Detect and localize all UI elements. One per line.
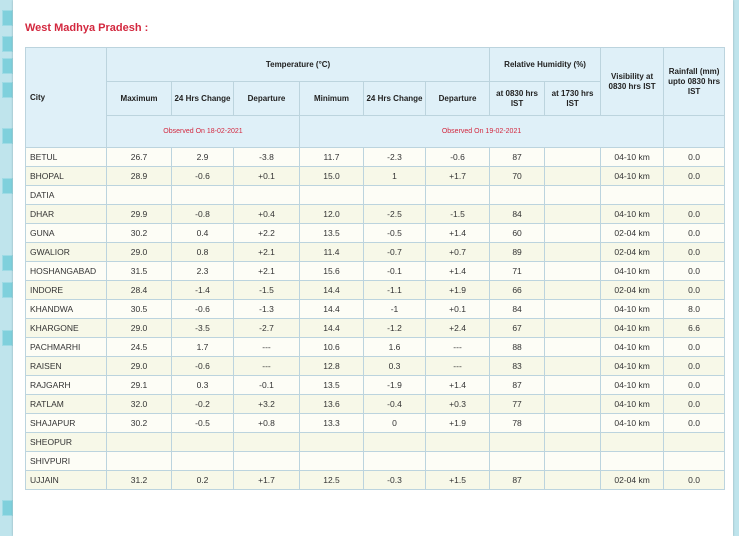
min-departure-cell: +0.1	[426, 300, 490, 319]
city-cell: DATIA	[26, 186, 107, 205]
min-departure-header: Departure	[426, 82, 490, 116]
max-temp-cell: 31.5	[107, 262, 172, 281]
max-departure-header: Departure	[234, 82, 300, 116]
max-temp-cell: 30.5	[107, 300, 172, 319]
max-change-cell: -0.5	[172, 414, 234, 433]
table-row	[26, 300, 725, 319]
min-departure-cell: ---	[426, 338, 490, 357]
max-temp-cell: 28.4	[107, 281, 172, 300]
min-temp-cell: 11.4	[300, 243, 364, 262]
empty-header-cell	[664, 116, 725, 148]
visibility-cell: 04-10 km	[601, 414, 664, 433]
max-temp-cell: 29.1	[107, 376, 172, 395]
rh-1730-cell	[545, 167, 601, 186]
rh-1730-cell	[545, 433, 601, 452]
table-row	[26, 338, 725, 357]
rh-0830-cell	[490, 452, 545, 471]
max-temp-cell: 29.0	[107, 319, 172, 338]
weather-table	[25, 47, 725, 490]
max-departure-cell	[234, 433, 300, 452]
min-change-cell: -1	[364, 300, 426, 319]
rainfall-cell: 0.0	[664, 338, 725, 357]
min-departure-cell: +1.5	[426, 471, 490, 490]
rh-0830-header: at 0830 hrs IST	[490, 82, 545, 116]
visibility-cell: 04-10 km	[601, 148, 664, 167]
min-change-cell: 0.3	[364, 357, 426, 376]
rainfall-cell	[664, 433, 725, 452]
max-departure-cell: +3.2	[234, 395, 300, 414]
min-temp-cell	[300, 433, 364, 452]
visibility-cell: 04-10 km	[601, 262, 664, 281]
table-row	[26, 452, 725, 471]
max-temp-cell: 32.0	[107, 395, 172, 414]
max-temp-cell: 24.5	[107, 338, 172, 357]
min-change-cell: -0.3	[364, 471, 426, 490]
min-change-cell: -0.5	[364, 224, 426, 243]
right-window-strip	[733, 0, 739, 536]
rh-0830-cell: 84	[490, 205, 545, 224]
rainfall-cell: 0.0	[664, 395, 725, 414]
min-temp-cell: 14.4	[300, 281, 364, 300]
max-change-cell: 1.7	[172, 338, 234, 357]
min-change-header: 24 Hrs Change	[364, 82, 426, 116]
rh-1730-header: at 1730 hrs IST	[545, 82, 601, 116]
max-temp-cell: 30.2	[107, 414, 172, 433]
city-cell: RAISEN	[26, 357, 107, 376]
min-temp-cell: 15.0	[300, 167, 364, 186]
visibility-cell	[601, 186, 664, 205]
max-change-cell: -0.6	[172, 357, 234, 376]
city-cell: SHIVPURI	[26, 452, 107, 471]
rh-0830-cell	[490, 433, 545, 452]
rainfall-cell: 0.0	[664, 262, 725, 281]
visibility-header: Visibility at 0830 hrs IST	[601, 48, 664, 116]
min-temp-cell: 13.5	[300, 376, 364, 395]
min-departure-cell: +1.4	[426, 224, 490, 243]
visibility-cell: 04-10 km	[601, 319, 664, 338]
table-row	[26, 414, 725, 433]
city-cell: SHEOPUR	[26, 433, 107, 452]
rh-1730-cell	[545, 281, 601, 300]
max-departure-cell	[234, 452, 300, 471]
max-temp-cell: 29.0	[107, 357, 172, 376]
visibility-cell: 04-10 km	[601, 338, 664, 357]
temperature-header: Temperature (°C)	[107, 48, 490, 82]
max-change-cell: 0.8	[172, 243, 234, 262]
min-departure-cell: +1.9	[426, 414, 490, 433]
min-departure-cell: +2.4	[426, 319, 490, 338]
city-cell: RAJGARH	[26, 376, 107, 395]
rainfall-cell	[664, 186, 725, 205]
city-cell: HOSHANGABAD	[26, 262, 107, 281]
max-departure-cell: ---	[234, 338, 300, 357]
table-row	[26, 395, 725, 414]
city-cell: INDORE	[26, 281, 107, 300]
rainfall-cell: 0.0	[664, 357, 725, 376]
min-temp-cell: 13.6	[300, 395, 364, 414]
visibility-cell: 02-04 km	[601, 471, 664, 490]
table-row	[26, 357, 725, 376]
min-departure-cell: +0.7	[426, 243, 490, 262]
observed-min-date: Observed On 19-02-2021	[300, 116, 664, 148]
city-cell: BHOPAL	[26, 167, 107, 186]
min-temp-cell: 14.4	[300, 300, 364, 319]
city-cell: PACHMARHI	[26, 338, 107, 357]
min-departure-cell: -0.6	[426, 148, 490, 167]
min-departure-cell: +1.9	[426, 281, 490, 300]
table-row	[26, 281, 725, 300]
max-change-cell: -3.5	[172, 319, 234, 338]
max-change-cell: -1.4	[172, 281, 234, 300]
min-temp-cell: 15.6	[300, 262, 364, 281]
city-cell: BETUL	[26, 148, 107, 167]
rainfall-cell: 0.0	[664, 471, 725, 490]
rh-0830-cell: 84	[490, 300, 545, 319]
visibility-cell: 04-10 km	[601, 205, 664, 224]
min-temp-cell: 11.7	[300, 148, 364, 167]
table-row	[26, 167, 725, 186]
min-temp-cell: 12.0	[300, 205, 364, 224]
min-change-cell: 0	[364, 414, 426, 433]
max-change-cell: 0.3	[172, 376, 234, 395]
city-cell: UJJAIN	[26, 471, 107, 490]
max-departure-cell: +0.1	[234, 167, 300, 186]
max-departure-cell: -1.5	[234, 281, 300, 300]
weather-report-page	[13, 0, 733, 536]
rh-0830-cell: 87	[490, 148, 545, 167]
max-departure-cell: +2.1	[234, 243, 300, 262]
rh-1730-cell	[545, 357, 601, 376]
rh-1730-cell	[545, 300, 601, 319]
rainfall-cell: 8.0	[664, 300, 725, 319]
rh-1730-cell	[545, 319, 601, 338]
visibility-cell	[601, 433, 664, 452]
table-row	[26, 262, 725, 281]
humidity-header: Relative Humidity (%)	[490, 48, 601, 82]
table-row	[26, 376, 725, 395]
max-departure-cell: -1.3	[234, 300, 300, 319]
max-temp-cell	[107, 452, 172, 471]
min-change-cell: -0.4	[364, 395, 426, 414]
min-departure-cell: ---	[426, 357, 490, 376]
max-departure-cell: -0.1	[234, 376, 300, 395]
rainfall-cell: 0.0	[664, 148, 725, 167]
min-temp-cell: 13.5	[300, 224, 364, 243]
rh-1730-cell	[545, 148, 601, 167]
city-cell: KHARGONE	[26, 319, 107, 338]
min-temp-cell: 14.4	[300, 319, 364, 338]
max-temp-cell	[107, 433, 172, 452]
max-temp-cell: 30.2	[107, 224, 172, 243]
rainfall-header: Rainfall (mm) upto 0830 hrs IST	[664, 48, 725, 116]
maximum-header: Maximum	[107, 82, 172, 116]
rh-0830-cell: 78	[490, 414, 545, 433]
table-row	[26, 319, 725, 338]
min-change-cell: 1	[364, 167, 426, 186]
max-change-cell	[172, 186, 234, 205]
max-departure-cell: +0.8	[234, 414, 300, 433]
min-change-cell: -0.1	[364, 262, 426, 281]
visibility-cell: 04-10 km	[601, 376, 664, 395]
rh-1730-cell	[545, 471, 601, 490]
visibility-cell: 04-10 km	[601, 167, 664, 186]
rh-0830-cell: 71	[490, 262, 545, 281]
max-temp-cell: 31.2	[107, 471, 172, 490]
visibility-cell	[601, 452, 664, 471]
max-departure-cell: ---	[234, 357, 300, 376]
min-departure-cell	[426, 433, 490, 452]
rh-1730-cell	[545, 262, 601, 281]
rh-1730-cell	[545, 376, 601, 395]
visibility-cell: 04-10 km	[601, 357, 664, 376]
visibility-cell: 02-04 km	[601, 243, 664, 262]
table-row	[26, 471, 725, 490]
city-cell: DHAR	[26, 205, 107, 224]
rainfall-cell: 0.0	[664, 243, 725, 262]
section-title: West Madhya Pradesh :	[25, 22, 149, 34]
left-window-strip	[0, 0, 13, 536]
min-change-cell: -2.3	[364, 148, 426, 167]
rainfall-cell: 0.0	[664, 376, 725, 395]
min-change-cell: -1.9	[364, 376, 426, 395]
min-change-cell: -1.2	[364, 319, 426, 338]
rh-0830-cell: 67	[490, 319, 545, 338]
rainfall-cell: 0.0	[664, 224, 725, 243]
min-departure-cell: -1.5	[426, 205, 490, 224]
max-change-cell: 0.2	[172, 471, 234, 490]
rh-1730-cell	[545, 395, 601, 414]
table-row	[26, 186, 725, 205]
max-departure-cell: -2.7	[234, 319, 300, 338]
rainfall-cell: 0.0	[664, 414, 725, 433]
city-cell: KHANDWA	[26, 300, 107, 319]
visibility-cell: 02-04 km	[601, 281, 664, 300]
rh-1730-cell	[545, 338, 601, 357]
min-change-cell: -0.7	[364, 243, 426, 262]
min-temp-cell: 10.6	[300, 338, 364, 357]
max-change-cell	[172, 433, 234, 452]
rh-0830-cell: 89	[490, 243, 545, 262]
min-departure-cell: +0.3	[426, 395, 490, 414]
max-departure-cell: +0.4	[234, 205, 300, 224]
max-temp-cell	[107, 186, 172, 205]
min-departure-cell: +1.7	[426, 167, 490, 186]
city-cell: GUNA	[26, 224, 107, 243]
max-departure-cell: -3.8	[234, 148, 300, 167]
max-change-cell: 0.4	[172, 224, 234, 243]
city-cell: RATLAM	[26, 395, 107, 414]
table-row	[26, 243, 725, 262]
minimum-header: Minimum	[300, 82, 364, 116]
rh-1730-cell	[545, 205, 601, 224]
rh-0830-cell: 87	[490, 376, 545, 395]
min-temp-cell: 12.5	[300, 471, 364, 490]
rh-1730-cell	[545, 224, 601, 243]
min-departure-cell	[426, 452, 490, 471]
min-temp-cell: 13.3	[300, 414, 364, 433]
rh-0830-cell	[490, 186, 545, 205]
rainfall-cell: 0.0	[664, 167, 725, 186]
min-change-cell	[364, 433, 426, 452]
min-departure-cell: +1.4	[426, 376, 490, 395]
min-change-cell: -1.1	[364, 281, 426, 300]
rh-0830-cell: 87	[490, 471, 545, 490]
rh-0830-cell: 66	[490, 281, 545, 300]
max-departure-cell: +1.7	[234, 471, 300, 490]
rainfall-cell	[664, 452, 725, 471]
max-temp-cell: 26.7	[107, 148, 172, 167]
max-departure-cell: +2.1	[234, 262, 300, 281]
max-change-cell: -0.6	[172, 167, 234, 186]
max-change-cell: -0.6	[172, 300, 234, 319]
max-change-cell: -0.2	[172, 395, 234, 414]
max-change-cell: 2.3	[172, 262, 234, 281]
rh-0830-cell: 70	[490, 167, 545, 186]
table-row	[26, 205, 725, 224]
max-temp-cell: 29.9	[107, 205, 172, 224]
max-temp-cell: 28.9	[107, 167, 172, 186]
max-departure-cell: +2.2	[234, 224, 300, 243]
city-cell: SHAJAPUR	[26, 414, 107, 433]
visibility-cell: 02-04 km	[601, 224, 664, 243]
max-change-cell: -0.8	[172, 205, 234, 224]
min-change-cell: 1.6	[364, 338, 426, 357]
min-change-cell	[364, 186, 426, 205]
min-change-cell: -2.5	[364, 205, 426, 224]
max-change-cell	[172, 452, 234, 471]
rh-1730-cell	[545, 414, 601, 433]
rainfall-cell: 0.0	[664, 281, 725, 300]
min-departure-cell	[426, 186, 490, 205]
table-row	[26, 433, 725, 452]
min-temp-cell	[300, 452, 364, 471]
rainfall-cell: 0.0	[664, 205, 725, 224]
city-header: City	[26, 48, 107, 148]
observed-max-date: Observed On 18-02-2021	[107, 116, 300, 148]
table-body	[26, 148, 725, 490]
min-change-cell	[364, 452, 426, 471]
max-temp-cell: 29.0	[107, 243, 172, 262]
city-cell: GWALIOR	[26, 243, 107, 262]
min-temp-cell	[300, 186, 364, 205]
rh-0830-cell: 77	[490, 395, 545, 414]
rh-0830-cell: 60	[490, 224, 545, 243]
max-departure-cell	[234, 186, 300, 205]
visibility-cell: 04-10 km	[601, 300, 664, 319]
max-change-header: 24 Hrs Change	[172, 82, 234, 116]
table-row	[26, 224, 725, 243]
max-change-cell: 2.9	[172, 148, 234, 167]
min-departure-cell: +1.4	[426, 262, 490, 281]
visibility-cell: 04-10 km	[601, 395, 664, 414]
table-row	[26, 148, 725, 167]
rh-0830-cell: 88	[490, 338, 545, 357]
rh-1730-cell	[545, 243, 601, 262]
rainfall-cell: 6.6	[664, 319, 725, 338]
rh-1730-cell	[545, 452, 601, 471]
rh-1730-cell	[545, 186, 601, 205]
min-temp-cell: 12.8	[300, 357, 364, 376]
rh-0830-cell: 83	[490, 357, 545, 376]
